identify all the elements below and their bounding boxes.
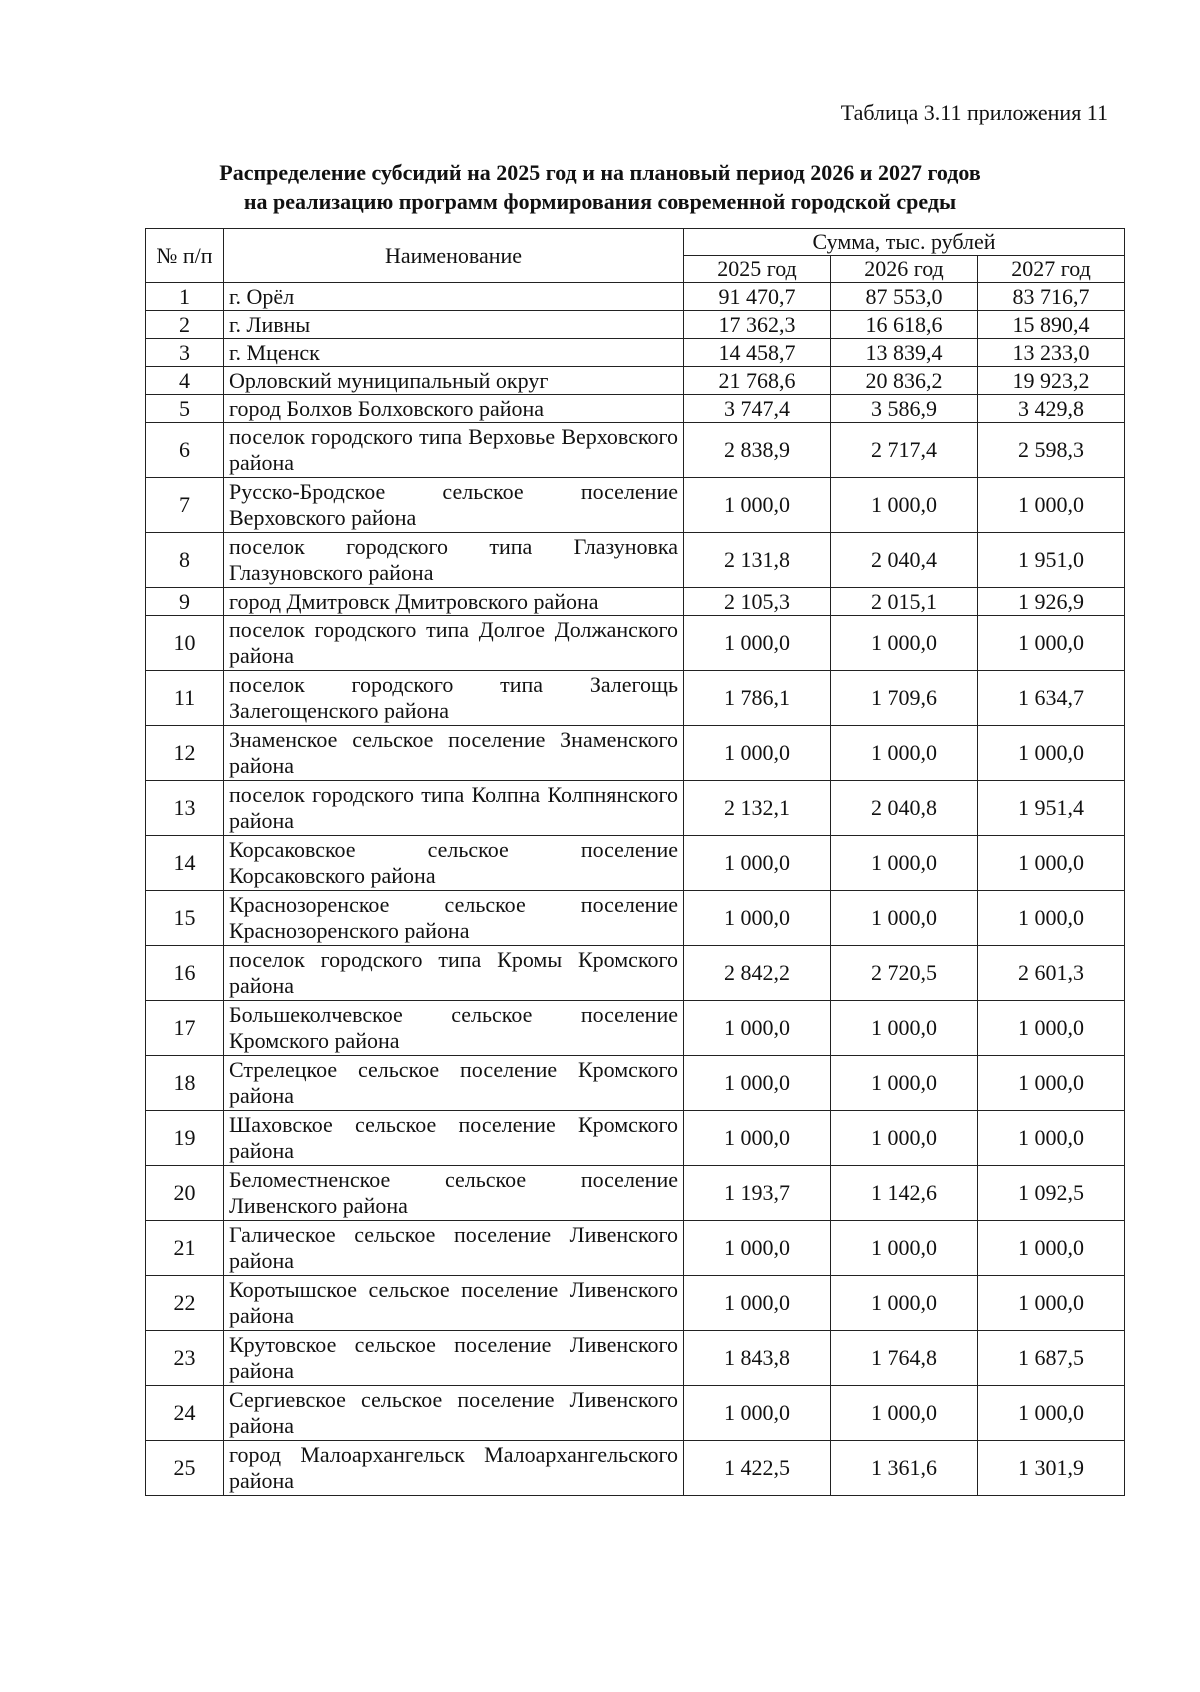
value-2027: 1 000,0 [978,1001,1125,1056]
row-number: 17 [146,1001,224,1056]
value-2026: 1 000,0 [831,726,978,781]
value-2025: 21 768,6 [684,367,831,395]
value-2027: 1 000,0 [978,1221,1125,1276]
table-row [146,726,1125,781]
value-2027: 1 000,0 [978,616,1125,671]
value-2026: 1 000,0 [831,836,978,891]
value-2026: 20 836,2 [831,367,978,395]
value-2025: 1 000,0 [684,726,831,781]
value-2027: 1 634,7 [978,671,1125,726]
value-2025: 2 838,9 [684,423,831,478]
table-row [146,946,1125,1001]
row-number: 8 [146,533,224,588]
value-2026: 1 000,0 [831,1001,978,1056]
row-number: 23 [146,1331,224,1386]
table-header [146,229,1125,283]
row-number: 13 [146,781,224,836]
table-row [146,1386,1125,1441]
table-row [146,423,1125,478]
row-name: Стрелецкое сельское поселение Кромского района [224,1056,684,1111]
value-2025: 1 843,8 [684,1331,831,1386]
value-2025: 1 000,0 [684,616,831,671]
row-number: 18 [146,1056,224,1111]
row-name: поселок городского типа Глазуновка Глазуновского района [224,533,684,588]
page-label: Таблица 3.11 приложения 11 [840,100,1108,125]
value-2027: 1 301,9 [978,1441,1125,1496]
row-number: 12 [146,726,224,781]
table-row [146,781,1125,836]
value-2027: 1 951,0 [978,533,1125,588]
value-2026: 1 764,8 [831,1331,978,1386]
row-name: поселок городского типа Верховье Верховского района [224,423,684,478]
value-2025: 1 000,0 [684,1276,831,1331]
table-row [146,671,1125,726]
table-row [146,1166,1125,1221]
row-name: г. Мценск [224,339,684,367]
row-number: 9 [146,588,224,616]
row-name: Краснозоренское сельское поселение Краснозоренского района [224,891,684,946]
value-2027: 1 926,9 [978,588,1125,616]
table-body [146,283,1125,1496]
row-number: 24 [146,1386,224,1441]
row-number: 16 [146,946,224,1001]
title-line-2: на реализацию программ формирования современной городской среды [243,189,957,214]
value-2027: 1 000,0 [978,1386,1125,1441]
value-2025: 1 000,0 [684,891,831,946]
value-2025: 1 000,0 [684,836,831,891]
table-row [146,1111,1125,1166]
value-2027: 2 598,3 [978,423,1125,478]
value-2025: 1 000,0 [684,1221,831,1276]
value-2025: 1 000,0 [684,1001,831,1056]
value-2025: 1 000,0 [684,1111,831,1166]
value-2026: 1 000,0 [831,1386,978,1441]
row-number: 11 [146,671,224,726]
value-2025: 3 747,4 [684,395,831,423]
row-name: поселок городского типа Залегощь Залегощенского района [224,671,684,726]
value-2027: 1 687,5 [978,1331,1125,1386]
value-2026: 1 709,6 [831,671,978,726]
row-name: Корсаковское сельское поселение Корсаковского района [224,836,684,891]
row-name: поселок городского типа Кромы Кромского района [224,946,684,1001]
value-2027: 1 000,0 [978,1111,1125,1166]
table-row [146,283,1125,311]
value-2027: 3 429,8 [978,395,1125,423]
table-row [146,1276,1125,1331]
value-2026: 2 720,5 [831,946,978,1001]
subsidies-table [145,228,1125,1496]
table-row [146,367,1125,395]
title-line-1: Распределение субсидий на 2025 год и на плановый период 2026 и 2027 годов [219,160,981,185]
value-2026: 16 618,6 [831,311,978,339]
value-2025: 1 786,1 [684,671,831,726]
row-number: 2 [146,311,224,339]
value-2027: 2 601,3 [978,946,1125,1001]
value-2026: 2 015,1 [831,588,978,616]
value-2026: 1 000,0 [831,478,978,533]
value-2027: 1 000,0 [978,1276,1125,1331]
row-number: 19 [146,1111,224,1166]
row-number: 6 [146,423,224,478]
value-2027: 1 000,0 [978,836,1125,891]
row-name: г. Орёл [224,283,684,311]
table-row [146,1056,1125,1111]
header-name: Наименование [224,229,684,283]
row-name: город Болхов Болховского района [224,395,684,423]
table-row [146,836,1125,891]
value-2026: 1 361,6 [831,1441,978,1496]
value-2025: 14 458,7 [684,339,831,367]
value-2026: 1 000,0 [831,1276,978,1331]
table-row [146,1441,1125,1496]
value-2026: 2 040,8 [831,781,978,836]
table-row [146,1331,1125,1386]
row-name: Коротышское сельское поселение Ливенского района [224,1276,684,1331]
table-row [146,891,1125,946]
row-name: Беломестненское сельское поселение Ливенского района [224,1166,684,1221]
row-name: город Дмитровск Дмитровского района [224,588,684,616]
row-name: Большеколчевское сельское поселение Кромского района [224,1001,684,1056]
value-2026: 2 717,4 [831,423,978,478]
value-2025: 1 422,5 [684,1441,831,1496]
header-year-2026: 2026 год [831,256,978,283]
header-year-2027: 2027 год [978,256,1125,283]
row-number: 22 [146,1276,224,1331]
value-2025: 1 000,0 [684,1056,831,1111]
row-name: Сергиевское сельское поселение Ливенского района [224,1386,684,1441]
row-number: 10 [146,616,224,671]
row-number: 3 [146,339,224,367]
row-number: 5 [146,395,224,423]
row-number: 15 [146,891,224,946]
value-2027: 1 092,5 [978,1166,1125,1221]
table-row [146,1001,1125,1056]
value-2026: 13 839,4 [831,339,978,367]
value-2025: 2 131,8 [684,533,831,588]
value-2025: 1 193,7 [684,1166,831,1221]
value-2025: 91 470,7 [684,283,831,311]
row-number: 1 [146,283,224,311]
value-2027: 83 716,7 [978,283,1125,311]
table-row [146,339,1125,367]
table-row [146,588,1125,616]
value-2027: 1 000,0 [978,1056,1125,1111]
value-2025: 2 132,1 [684,781,831,836]
table-row [146,533,1125,588]
value-2027: 13 233,0 [978,339,1125,367]
table-row [146,311,1125,339]
table-row [146,395,1125,423]
row-name: город Малоархангельск Малоархангельского района [224,1441,684,1496]
table-row [146,616,1125,671]
row-number: 21 [146,1221,224,1276]
value-2025: 1 000,0 [684,478,831,533]
value-2027: 1 000,0 [978,726,1125,781]
value-2026: 1 000,0 [831,1111,978,1166]
row-name: Шаховское сельское поселение Кромского района [224,1111,684,1166]
value-2027: 1 951,4 [978,781,1125,836]
row-name: г. Ливны [224,311,684,339]
row-name: поселок городского типа Долгое Должанского района [224,616,684,671]
value-2026: 1 142,6 [831,1166,978,1221]
row-number: 4 [146,367,224,395]
row-name: Орловский муниципальный округ [224,367,684,395]
row-name: Знаменское сельское поселение Знаменского района [224,726,684,781]
header-year-2025: 2025 год [684,256,831,283]
value-2025: 17 362,3 [684,311,831,339]
row-name: поселок городского типа Колпна Колпнянского района [224,781,684,836]
row-number: 25 [146,1441,224,1496]
row-name: Крутовское сельское поселение Ливенского района [224,1331,684,1386]
value-2026: 2 040,4 [831,533,978,588]
value-2026: 87 553,0 [831,283,978,311]
document-title [140,158,1060,216]
row-name: Русско-Бродское сельское поселение Верховского района [224,478,684,533]
table-row [146,478,1125,533]
header-number: № п/п [146,229,224,283]
value-2026: 3 586,9 [831,395,978,423]
value-2027: 1 000,0 [978,478,1125,533]
value-2026: 1 000,0 [831,1056,978,1111]
value-2027: 19 923,2 [978,367,1125,395]
row-name: Галическое сельское поселение Ливенского района [224,1221,684,1276]
value-2026: 1 000,0 [831,616,978,671]
value-2026: 1 000,0 [831,1221,978,1276]
value-2026: 1 000,0 [831,891,978,946]
value-2025: 2 105,3 [684,588,831,616]
row-number: 7 [146,478,224,533]
value-2025: 2 842,2 [684,946,831,1001]
header-sum: Сумма, тыс. рублей [684,229,1125,256]
value-2027: 15 890,4 [978,311,1125,339]
value-2025: 1 000,0 [684,1386,831,1441]
row-number: 20 [146,1166,224,1221]
value-2027: 1 000,0 [978,891,1125,946]
table-row [146,1221,1125,1276]
row-number: 14 [146,836,224,891]
